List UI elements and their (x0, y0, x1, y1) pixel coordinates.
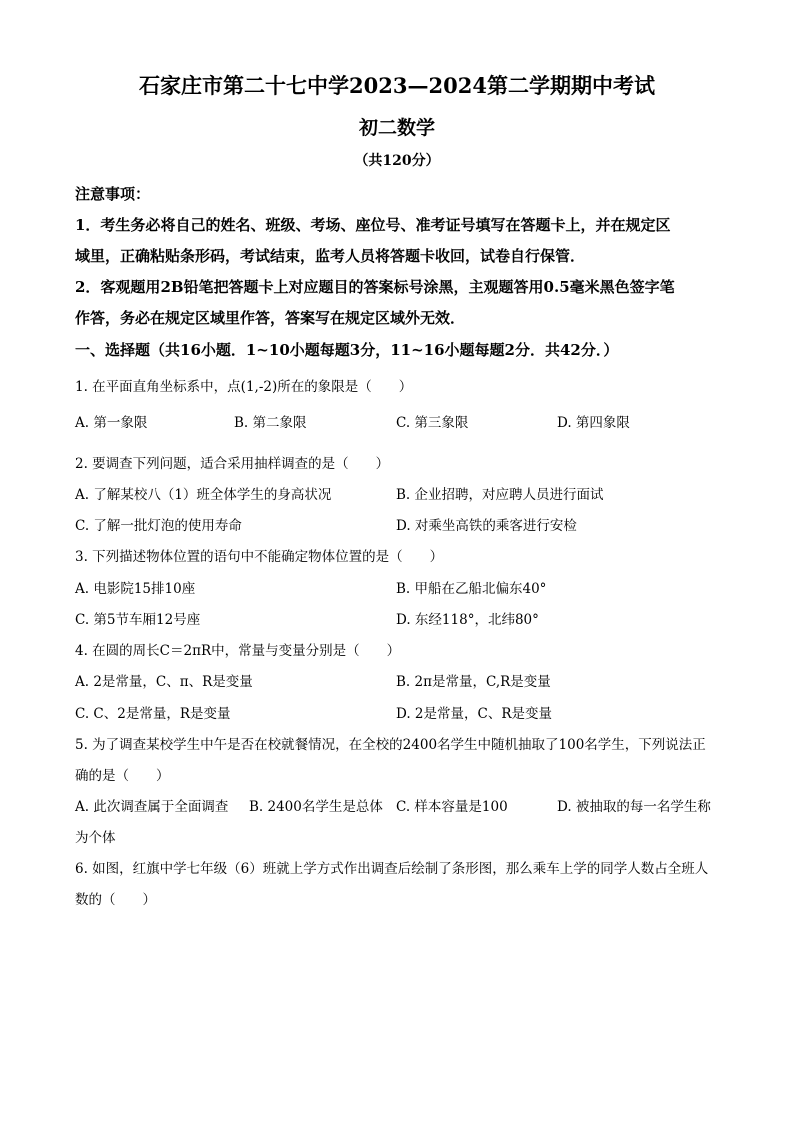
question-2-option-a: A. 了解某校八（1）班全体学生的身高状况 (75, 487, 332, 503)
question-1-option-b: B. 第二象限 (234, 415, 307, 431)
question-2-stem: 2. 要调查下列问题，适合采用抽样调查的是（ ） (75, 456, 390, 472)
question-5-option-a: A. 此次调查属于全面调查 (75, 799, 229, 815)
question-3-option-d: D. 东经118°，北纬80° (396, 612, 539, 628)
notice-item-2-line-1: 2．客观题用2B铅笔把答题卡上对应题目的答案标号涂黑，主观题答用0.5毫米黑色签字笔 (75, 278, 675, 296)
total-score: （共120分） (354, 153, 440, 169)
question-4-stem: 4. 在圆的周长C＝2πR中，常量与变量分别是（ ） (75, 643, 401, 659)
question-3-option-a: A. 电影院15排10座 (75, 581, 196, 597)
question-5-stem-line-1: 5. 为了调查某校学生中午是否在校就餐情况，在全校的2400名学生中随机抽取了100名学生，下列说法正 (75, 737, 706, 753)
question-1-option-c: C. 第三象限 (396, 415, 469, 431)
question-2-option-b: B. 企业招聘，对应聘人员进行面试 (396, 487, 604, 503)
notice-item-1-line-1: 1．考生务必将自己的姓名、班级、考场、座位号、准考证号填写在答题卡上，并在规定区 (75, 216, 671, 234)
question-3-option-b: B. 甲船在乙船北偏东40° (396, 581, 547, 597)
notice-heading: 注意事项： (75, 185, 151, 203)
section-heading-choice: 一、选择题（共16小题．1~10小题每题3分，11~16小题每题2分．共42分．） (75, 341, 619, 359)
question-5-option-c: C. 样本容量是100 (396, 799, 508, 815)
question-4-option-a: A. 2是常量，C、π、R是变量 (75, 674, 253, 690)
exam-title: 石家庄市第二十七中学2023—2024第二学期期中考试 (139, 73, 655, 98)
question-1-option-d: D. 第四象限 (557, 415, 630, 431)
question-6-stem-line-1: 6. 如图，红旗中学七年级（6）班就上学方式作出调查后绘制了条形图，那么乘车上学的同学人数占全班人 (75, 861, 709, 877)
question-4-option-b: B. 2π是常量，C,R是变量 (396, 674, 551, 690)
question-6-stem-line-2: 数的（ ） (75, 892, 156, 908)
question-3-option-c: C. 第5节车厢12号座 (75, 612, 201, 628)
exam-subject: 初二数学 (358, 117, 435, 139)
notice-item-1-line-2: 域里，正确粘贴条形码，考试结束，监考人员将答题卡收回，试卷自行保管． (75, 247, 586, 265)
question-1-stem: 1. 在平面直角坐标系中，点(1,-2)所在的象限是（ ） (75, 379, 413, 395)
question-4-option-d: D. 2是常量，C、R是变量 (396, 706, 553, 722)
question-1-option-a: A. 第一象限 (75, 415, 148, 431)
question-5-option-b: B. 2400名学生是总体 (249, 799, 383, 815)
question-2-option-c: C. 了解一批灯泡的使用寿命 (75, 518, 242, 534)
question-5-option-d-continued: 为个体 (75, 830, 116, 846)
question-2-option-d: D. 对乘坐高铁的乘客进行安检 (396, 518, 577, 534)
question-3-stem: 3. 下列描述物体位置的语句中不能确定物体位置的是（ ） (75, 549, 444, 565)
question-4-option-c: C. C、2是常量，R是变量 (75, 706, 231, 722)
question-5-option-d: D. 被抽取的每一名学生称 (557, 799, 711, 815)
notice-item-2-line-2: 作答，务必在规定区域里作答，答案写在规定区域外无效． (75, 309, 466, 327)
question-5-stem-line-2: 确的是（ ） (75, 768, 170, 784)
